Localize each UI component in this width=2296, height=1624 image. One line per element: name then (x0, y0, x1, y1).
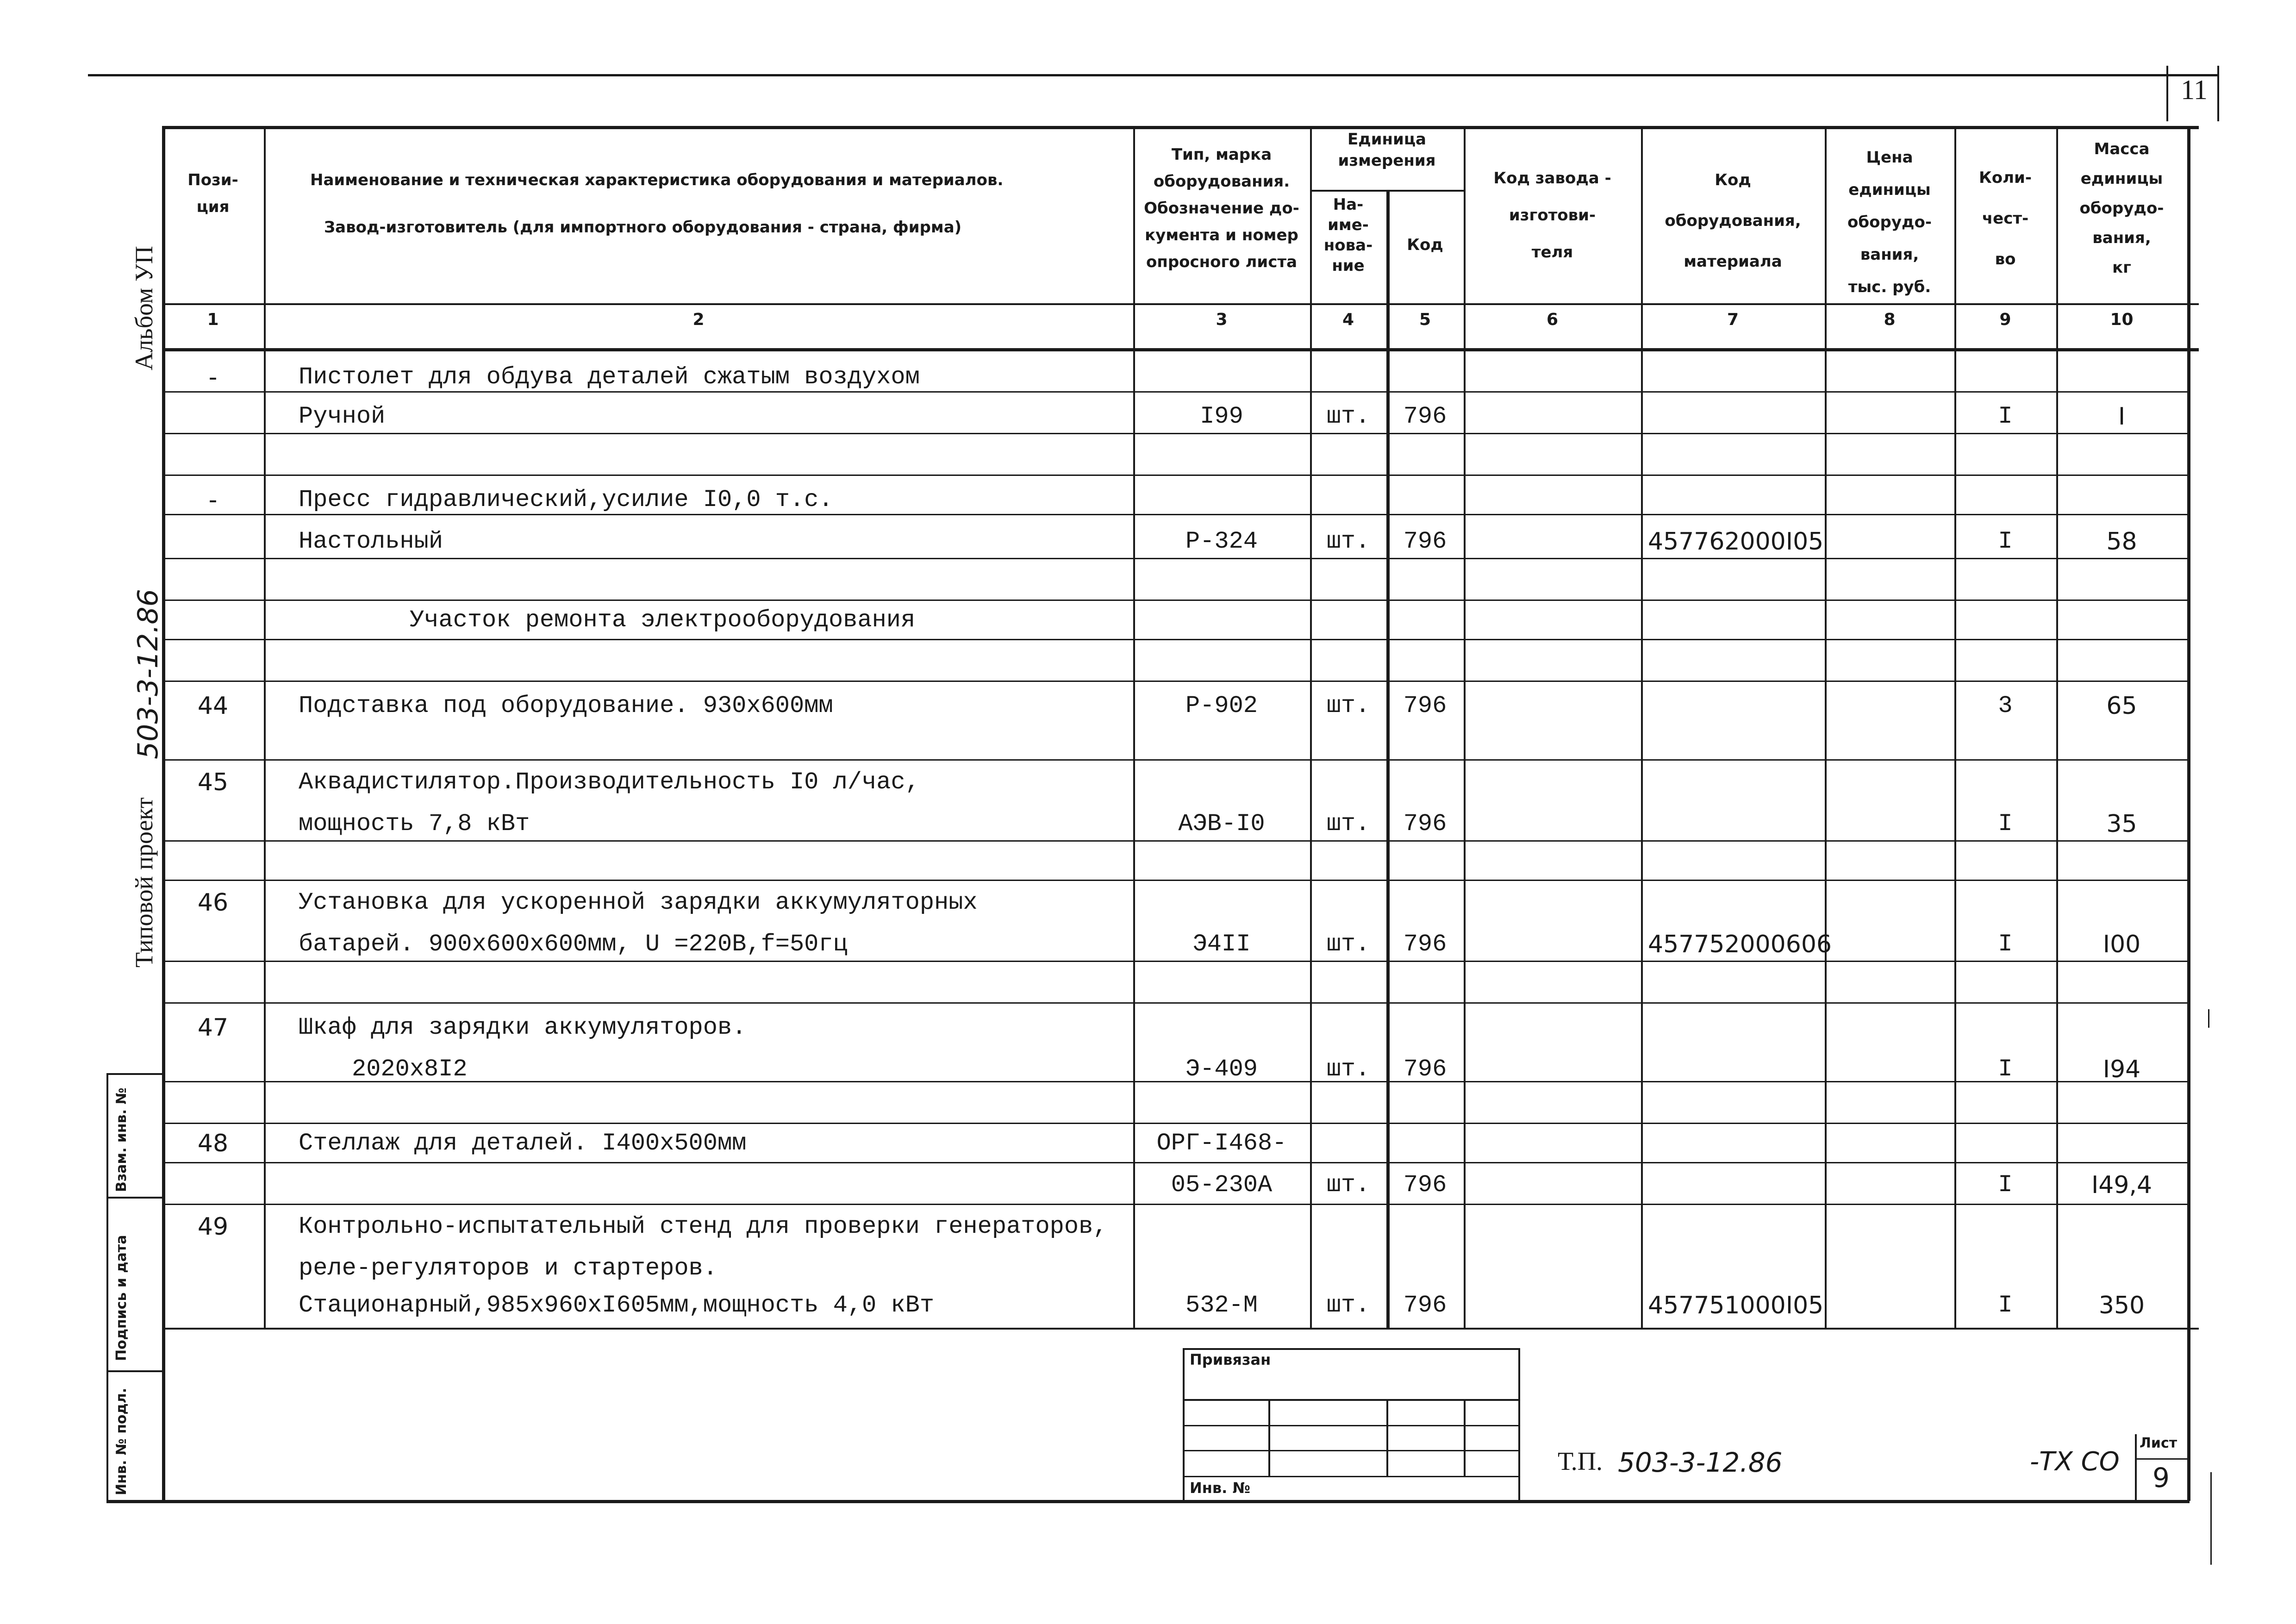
inv-original-label: Инв. № подл. (113, 1387, 130, 1495)
privyazan-label: Привязан (1190, 1351, 1271, 1368)
sheet-label: Лист (2140, 1435, 2177, 1451)
header-position: Пози- ция (187, 171, 238, 216)
cell-unit: шт. (1326, 1056, 1370, 1083)
col-number: 8 (1884, 310, 1896, 329)
cell-name: Пресс гидравлический,усилие I0,0 т.с. (299, 486, 833, 513)
cell-name: батарей. 900х600х600мм, U =220В,f=50гц (299, 931, 848, 958)
cell-mass: I (2118, 403, 2126, 431)
col-number: 7 (1727, 310, 1739, 329)
cell-type: I99 (1200, 403, 1243, 430)
col-number: 6 (1546, 310, 1559, 329)
cell-unit: шт. (1326, 1171, 1370, 1199)
cell-code: 796 (1403, 1056, 1447, 1083)
col-number: 3 (1216, 310, 1228, 329)
cell-unit: шт. (1326, 403, 1370, 430)
cell-pos: 45 (197, 768, 229, 796)
cell-qty: I (1998, 403, 2013, 430)
cell-type: 05-230А (1171, 1171, 1273, 1199)
cell-mass: 350 (2098, 1292, 2145, 1319)
cell-name: Контрольно-испытательный стенд для проверки генераторов, (299, 1213, 1108, 1240)
signature-date-label: Подпись и дата (113, 1235, 130, 1361)
cell-mass: I94 (2103, 1056, 2141, 1083)
cell-type: Р-902 (1185, 692, 1258, 719)
header-unit-code: Код (1407, 236, 1443, 254)
cell-pos: 46 (197, 889, 229, 917)
header-name-line1: Наименование и техническая характеристика оборудования и материалов. (310, 171, 1004, 189)
cell-code: 796 (1403, 528, 1447, 555)
cell-type: Р-324 (1185, 528, 1258, 555)
vzam-inv-label: Взам. инв. № (113, 1087, 130, 1192)
col-number: 9 (1999, 310, 2011, 329)
cell-qty: I (1998, 810, 2013, 837)
cell-mass: 35 (2106, 810, 2137, 838)
cell-type: 532-М (1185, 1292, 1258, 1319)
cell-code: 796 (1403, 931, 1447, 958)
cell-code: 796 (1403, 1292, 1447, 1319)
header-unit-mass: Масса единицы оборудо- вания, кг (2079, 140, 2164, 277)
cell-name: Участок ремонта электрооборудования (410, 606, 916, 634)
cell-unit: шт. (1326, 528, 1370, 555)
cell-qty: 3 (1998, 692, 2013, 719)
cell-qty: I (1998, 528, 2013, 555)
col-number: 2 (693, 310, 705, 329)
cell-name: Настольный (299, 528, 443, 555)
cell-type: Э4II (1192, 931, 1251, 958)
cell-name: Стационарный,985х960хI605мм,мощность 4,0 кВт (299, 1292, 935, 1319)
col-number: 10 (2110, 310, 2134, 329)
cell-pos: - (208, 486, 218, 514)
header-unit-price: Цена единицы оборудо- вания, тыс. руб. (1847, 148, 1932, 296)
cell-unit: шт. (1326, 810, 1370, 837)
document-code-prefix: Т.П. (1558, 1447, 1603, 1476)
cell-name: Шкаф для зарядки аккумуляторов. (299, 1014, 747, 1041)
cell-type: ОРГ-I468- (1156, 1130, 1287, 1157)
cell-name: Стеллаж для деталей. I400х500мм (299, 1130, 747, 1157)
header-unit-group: Единица измерения (1338, 130, 1436, 170)
cell-code: 796 (1403, 810, 1447, 837)
header-unit-name: На- име- нова- ние (1323, 195, 1373, 275)
cell-pos: 44 (197, 692, 229, 720)
cell-code: 796 (1403, 1171, 1447, 1199)
cell-name: Установка для ускоренной зарядки аккумуляторных (299, 889, 978, 916)
cell-pos: 47 (197, 1014, 229, 1042)
cell-mass: 65 (2106, 692, 2137, 720)
col-number: 1 (207, 310, 219, 329)
cell-name: Ручной (299, 403, 386, 430)
sheet-number: 9 (2152, 1462, 2170, 1493)
cell-qty: I (1998, 1056, 2013, 1083)
cell-name: мощность 7,8 кВт (299, 810, 530, 837)
cell-unit: шт. (1326, 931, 1370, 958)
document-code: 503-3-12.86 (1618, 1447, 1783, 1478)
sheet-corner-number: 11 (2181, 75, 2208, 105)
cell-equip: 457751000I05 (1648, 1292, 1824, 1319)
cell-type: Э-409 (1185, 1056, 1258, 1083)
inventory-label: Инв. № (1190, 1479, 1250, 1497)
cell-pos: 48 (197, 1130, 229, 1157)
project-code: 503-3-12.86 (132, 589, 164, 759)
document-suffix: -ТХ СО (2030, 1447, 2120, 1477)
cell-type: АЭВ-I0 (1178, 810, 1265, 837)
header-name-line2: Завод-изготовитель (для импортного оборудования - страна, фирма) (324, 218, 962, 237)
cell-equip: 457752000606 (1648, 931, 1832, 958)
cell-unit: шт. (1326, 692, 1370, 719)
cell-mass: I49,4 (2091, 1171, 2152, 1199)
album-label: Альбом УП (130, 246, 158, 370)
cell-unit: шт. (1326, 1292, 1370, 1319)
col-number: 4 (1342, 310, 1354, 329)
header-equipment-code: Код оборудования, материала (1665, 171, 1801, 271)
cell-qty: I (1998, 931, 2013, 958)
cell-code: 796 (1403, 692, 1447, 719)
header-type: Тип, марка оборудования. Обозначение до- кумента и номер опросного листа (1144, 145, 1299, 271)
header-plant-code: Код завода - изготови- теля (1493, 169, 1611, 262)
header-quantity: Коли- чест- во (1979, 169, 2032, 269)
cell-name: реле-регуляторов и стартеров. (299, 1255, 718, 1282)
cell-name: 2020х8I2 (352, 1056, 468, 1083)
cell-mass: 58 (2106, 528, 2137, 556)
col-number: 5 (1419, 310, 1431, 329)
cell-pos: - (208, 363, 218, 391)
cell-mass: I00 (2103, 931, 2141, 958)
cell-pos: 49 (197, 1213, 229, 1241)
cell-name: Пистолет для обдува деталей сжатым воздухом (299, 363, 920, 391)
cell-name: Подставка под оборудование. 930х600мм (299, 692, 833, 719)
cell-equip: 457762000I05 (1648, 528, 1824, 556)
cell-name: Аквадистилятор.Производительность I0 л/час, (299, 768, 920, 796)
cell-qty: I (1998, 1292, 2013, 1319)
project-label: Типовой проект (130, 797, 158, 968)
cell-code: 796 (1403, 403, 1447, 430)
cell-qty: I (1998, 1171, 2013, 1199)
